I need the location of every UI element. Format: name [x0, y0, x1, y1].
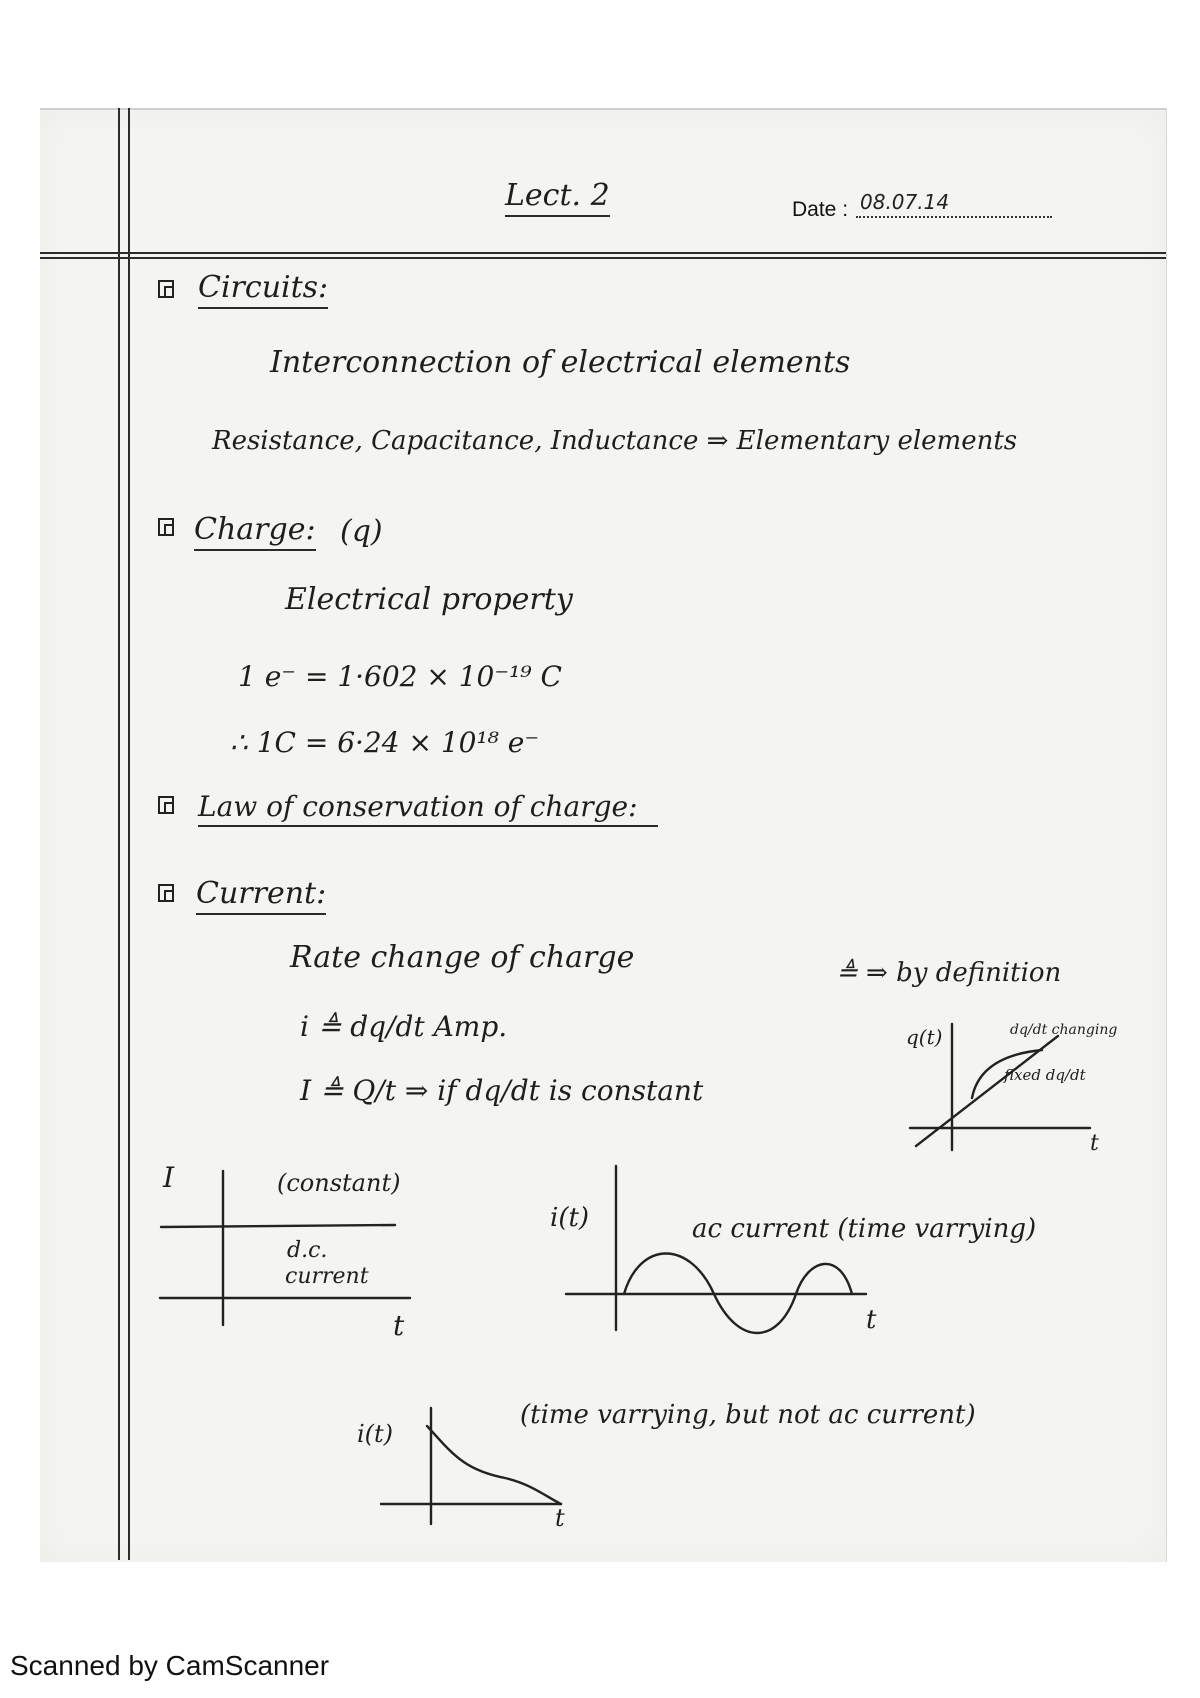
definition-symbol-note: ≜ ⇒ by definition	[836, 958, 1062, 988]
time-varying-label: (time varrying, but not ac current)	[520, 1400, 976, 1430]
charge-equation-2: ∴ 1C = 6·24 × 10¹⁸ e⁻	[230, 726, 540, 759]
date-label: Date :	[792, 198, 849, 221]
header-rule-bottom	[40, 257, 1166, 259]
current-heading: Current:	[196, 876, 326, 915]
charge-vs-time-graph	[900, 1010, 1120, 1160]
date-underline	[856, 216, 1052, 218]
bullet-icon	[158, 796, 174, 814]
charge-symbol: (q)	[340, 514, 383, 549]
scanner-footer: Scanned by CamScanner	[10, 1650, 330, 1681]
header-rule-top	[40, 252, 1166, 254]
circuits-definition: Interconnection of electrical elements	[270, 345, 851, 380]
dc-graph-constant-line	[161, 1225, 395, 1227]
ac-current-graph	[540, 1150, 880, 1340]
q-graph-x-label: t	[1090, 1131, 1099, 1156]
ac-graph-y-label: i(t)	[550, 1203, 590, 1233]
bullet-icon	[158, 884, 174, 902]
dc-current-graph	[155, 1155, 455, 1345]
ac-current-label: ac current (time varrying)	[692, 1214, 1037, 1244]
charge-heading: Charge:	[194, 512, 316, 551]
dc-graph-constant-note: (constant)	[277, 1169, 401, 1197]
q-graph-fixed-slope-line	[916, 1036, 1058, 1146]
q-graph-y-label: q(t)	[906, 1025, 943, 1049]
current-equation-2: I ≜ Q/t ⇒ if dq/dt is constant	[300, 1074, 704, 1107]
dc-graph-x-label: t	[393, 1309, 405, 1342]
margin-line-outer	[118, 108, 120, 1560]
circuits-elements: Resistance, Capacitance, Inductance ⇒ Elementary elements	[212, 426, 1018, 456]
ac-graph-x-label: t	[866, 1305, 877, 1335]
q-graph-fixed-note: fixed dq/dt	[1004, 1066, 1086, 1084]
q-graph-changing-note: dq/dt changing	[1010, 1022, 1118, 1038]
charge-definition: Electrical property	[285, 582, 573, 617]
circuits-heading: Circuits:	[198, 270, 328, 309]
tv-graph-y-label: i(t)	[357, 1420, 394, 1448]
date-value: 08.07.14	[860, 190, 950, 214]
dc-graph-label-line1: d.c.	[287, 1238, 328, 1263]
current-equation-1: i ≜ dq/dt Amp.	[300, 1010, 508, 1043]
dc-graph-y-label: I	[163, 1161, 175, 1194]
margin-line-inner	[128, 108, 130, 1560]
conservation-heading: Law of conservation of charge:	[198, 790, 658, 827]
bullet-icon	[158, 518, 174, 536]
tv-graph-x-label: t	[555, 1504, 565, 1532]
dc-graph-label-line2: current	[285, 1264, 369, 1289]
current-definition: Rate change of charge	[290, 940, 635, 975]
bullet-icon	[158, 280, 174, 298]
lecture-title: Lect. 2	[505, 178, 610, 217]
tv-graph-decay-curve	[427, 1426, 561, 1504]
charge-equation-1: 1 e⁻ = 1·602 × 10⁻¹⁹ C	[238, 660, 562, 693]
